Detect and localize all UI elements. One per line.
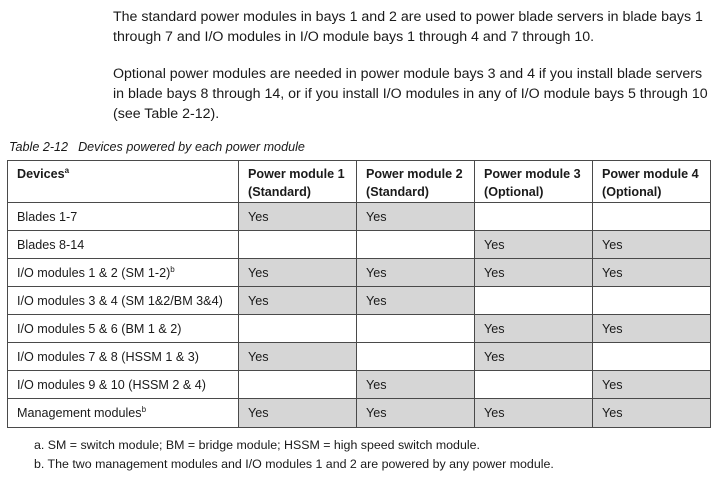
pm1-header <box>239 161 357 203</box>
table-row <box>8 203 711 231</box>
table-row <box>8 371 711 399</box>
pm1-header-name: Power module 1 <box>248 167 345 181</box>
pm3-cell: Yes <box>475 343 593 371</box>
pm3-header-type: (Optional) <box>484 185 544 199</box>
pm1-cell: Yes <box>239 343 357 371</box>
devices-header-label: Devices <box>17 167 65 181</box>
device-cell <box>8 203 239 231</box>
footnote-a: a. SM = switch module; BM = bridge module; HSSM = high speed switch module. <box>34 438 480 452</box>
pm1-cell: Yes <box>239 287 357 315</box>
pm4-cell: Yes <box>593 231 711 259</box>
device-cell <box>8 371 239 399</box>
pm4-header-name: Power module 4 <box>602 167 699 181</box>
device-label: I/O modules 1 & 2 (SM 1-2) <box>17 265 171 280</box>
device-label: I/O modules 5 & 6 (BM 1 & 2) <box>17 321 182 336</box>
pm4-cell <box>593 343 711 371</box>
device-label: I/O modules 3 & 4 (SM 1&2/BM 3&4) <box>17 293 223 308</box>
pm2-header-name: Power module 2 <box>366 167 463 181</box>
pm2-cell: Yes <box>357 287 475 315</box>
device-cell <box>8 231 239 259</box>
pm3-header-name: Power module 3 <box>484 167 581 181</box>
pm4-cell <box>593 203 711 231</box>
pm2-header-type: (Standard) <box>366 185 429 199</box>
pm2-cell: Yes <box>357 259 475 287</box>
device-label: Blades 8-14 <box>17 237 85 252</box>
devices-table <box>7 160 711 428</box>
pm1-cell: Yes <box>239 203 357 231</box>
pm1-cell <box>239 371 357 399</box>
table-row <box>8 315 711 343</box>
pm4-cell: Yes <box>593 259 711 287</box>
table-row <box>8 399 711 428</box>
pm3-cell <box>475 203 593 231</box>
pm1-cell <box>239 231 357 259</box>
device-cell <box>8 343 239 371</box>
footnote-b: b. The two management modules and I/O modules 1 and 2 are powered by any power module. <box>34 457 554 471</box>
devices-header <box>8 161 239 203</box>
pm4-cell: Yes <box>593 371 711 399</box>
device-cell <box>8 315 239 343</box>
intro-paragraph-2: Optional power modules are needed in power module bays 3 and 4 if you install blade servers in blade bays 8 through 14, or if you install I/O modules in any of I/O module bays 5 through 10 (see Table 2-12). <box>113 66 708 122</box>
table-caption <box>9 140 305 154</box>
footnote-ref: b <box>170 264 175 274</box>
pm4-cell <box>593 287 711 315</box>
table-header-row <box>8 161 711 203</box>
pm3-cell: Yes <box>475 315 593 343</box>
pm3-header <box>475 161 593 203</box>
footnote-ref: a <box>64 165 70 175</box>
device-label: Management modules <box>17 406 142 420</box>
device-label: I/O modules 7 & 8 (HSSM 1 & 3) <box>17 349 199 364</box>
table-title: Devices powered by each power module <box>78 140 305 154</box>
pm1-cell: Yes <box>239 399 357 428</box>
pm3-cell: Yes <box>475 259 593 287</box>
table-number: Table 2-12 <box>9 140 69 154</box>
pm4-header-type: (Optional) <box>602 185 662 199</box>
pm2-cell: Yes <box>357 203 475 231</box>
table-row <box>8 259 711 287</box>
pm2-cell: Yes <box>357 399 475 428</box>
pm4-cell: Yes <box>593 399 711 428</box>
pm1-cell: Yes <box>239 259 357 287</box>
pm2-cell <box>357 315 475 343</box>
pm1-cell <box>239 315 357 343</box>
pm4-header <box>593 161 711 203</box>
device-cell <box>8 287 239 315</box>
table-row <box>8 231 711 259</box>
pm2-cell <box>357 343 475 371</box>
table-row <box>8 343 711 371</box>
table-row <box>8 287 711 315</box>
device-cell <box>8 259 239 287</box>
pm2-cell: Yes <box>357 371 475 399</box>
device-cell <box>8 399 239 428</box>
pm2-cell <box>357 231 475 259</box>
pm1-header-type: (Standard) <box>248 185 311 199</box>
pm3-cell: Yes <box>475 399 593 428</box>
footnote-ref: b <box>141 404 147 414</box>
pm4-cell: Yes <box>593 315 711 343</box>
device-label: I/O modules 9 & 10 (HSSM 2 & 4) <box>17 377 206 392</box>
pm3-cell: Yes <box>475 231 593 259</box>
pm3-cell <box>475 287 593 315</box>
pm2-header <box>357 161 475 203</box>
pm3-cell <box>475 371 593 399</box>
device-label: Blades 1-7 <box>17 209 78 224</box>
intro-paragraph-1: The standard power modules in bays 1 and 2 are used to power blade servers in blade bays 1 through 7 and I/O modules in I/O module bays 1 through 4 and 7 through 10. <box>113 9 703 45</box>
